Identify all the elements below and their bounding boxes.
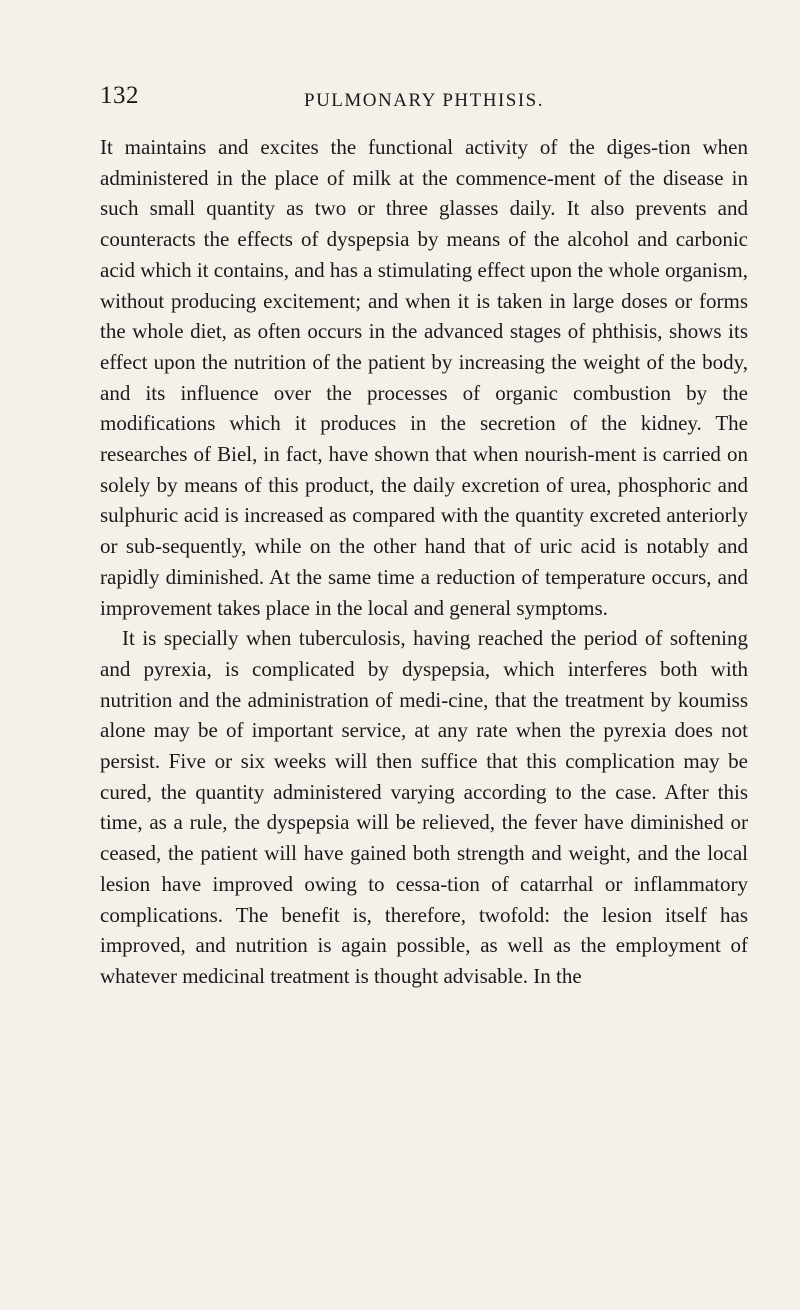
- paragraph-1: It maintains and excites the functional activity of the diges-tion when administered in the place of milk at the commence-ment of the disease in such small quantity as two or three glasses daily. It also prevents and counteracts the effects of dyspepsia by means of the alcohol and carbonic acid which it contains, and has a stimulating effect upon the whole organism, without producing excitement; and when it is taken in large doses or forms the whole diet, as often occurs in the advanced stages of phthisis, shows its effect upon the nutrition of the patient by increasing the weight of the body, and its influence over the processes of organic combustion by the modifications which it produces in the secretion of the kidney. The researches of Biel, in fact, have shown that when nourish-ment is carried on solely by means of this product, the daily excretion of urea, phosphoric and sulphuric acid is increased as compared with the quantity excreted anteriorly or sub-sequently, while on the other hand that of uric acid is notably and rapidly diminished. At the same time a reduction of temperature occurs, and improvement takes place in the local and general symptoms.: [100, 135, 748, 620]
- running-head: PULMONARY PHTHISIS.: [304, 90, 544, 111]
- page-number: 132: [100, 82, 139, 109]
- body-text: [100, 132, 748, 992]
- page-header: [100, 82, 748, 116]
- paragraph-2: It is specially when tuberculosis, having reached the period of softening and pyrexia, is complicated by dyspepsia, which interferes both with nutrition and the administration of medi-cine, that the treatment by koumiss alone may be of important service, at any rate when the pyrexia does not persist. Five or six weeks will then suffice that this complication may be cured, the quantity administered varying according to the case. After this time, as a rule, the dyspepsia will be relieved, the fever have diminished or ceased, the patient will have gained both strength and weight, and the local lesion have improved owing to cessa-tion of catarrhal or inflammatory complications. The benefit is, therefore, twofold: the lesion itself has improved, and nutrition is again possible, as well as the employment of whatever medicinal treatment is thought advisable. In the: [100, 626, 748, 988]
